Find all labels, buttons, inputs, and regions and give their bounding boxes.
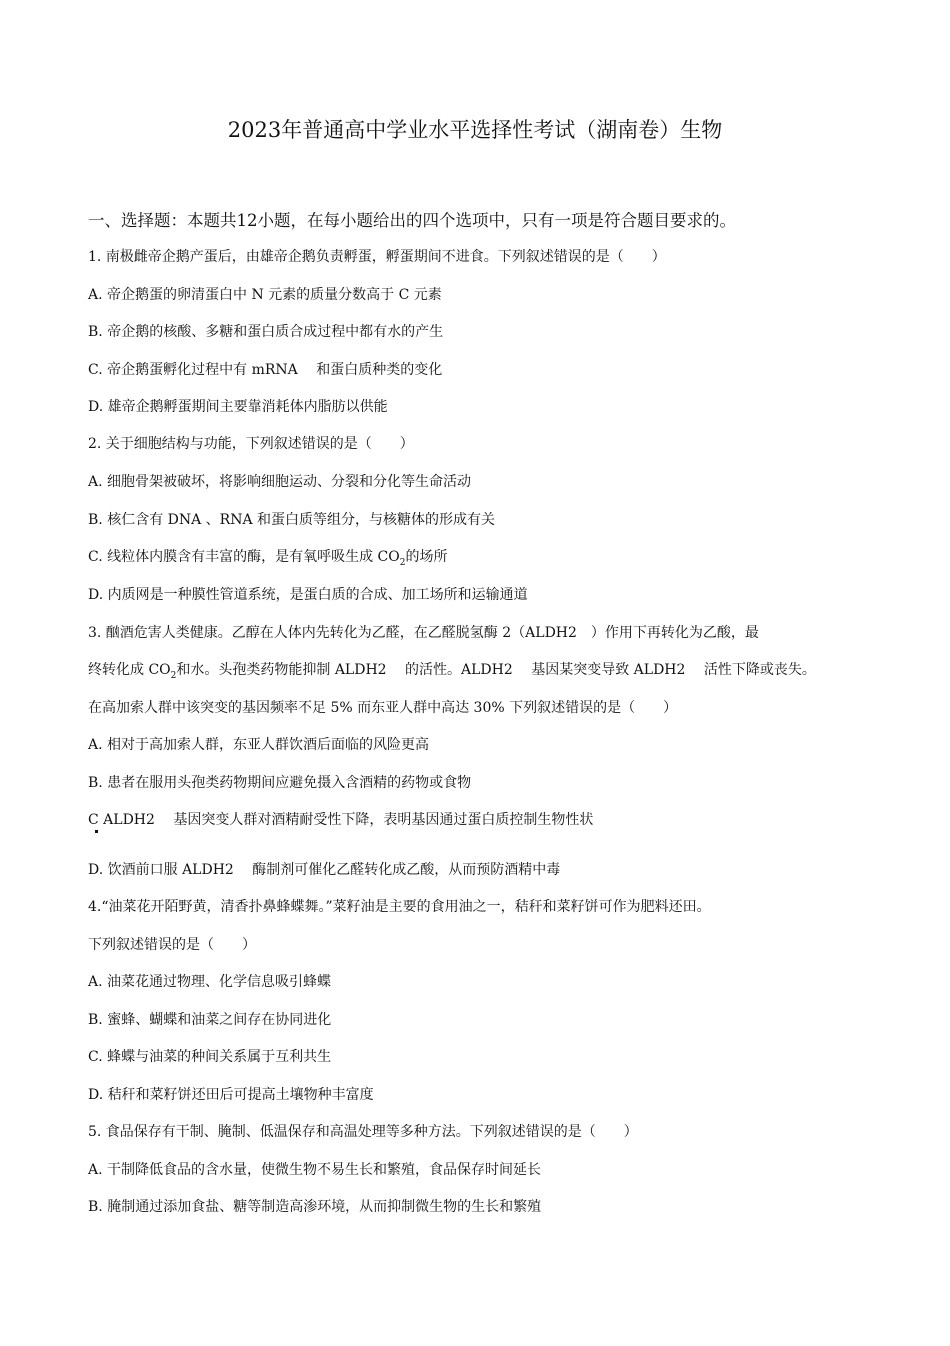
option-4a: A. 油菜花通过物理、化学信息吸引蜂蝶: [88, 974, 332, 990]
question-3-line-3: 在高加索人群中该突变的基因频率不足 5% 而东亚人群中高达 30% 下列叙述错误的是（ ）: [88, 700, 678, 716]
question-1: 1. 南极雌帝企鹅产蛋后，由雄帝企鹅负责孵蛋，孵蛋期间不进食。下列叙述错误的是（ ）: [88, 249, 666, 265]
option-1b: B. 帝企鹅的核酸、多糖和蛋白质合成过程中都有水的产生: [88, 324, 444, 340]
option-4d: D. 秸秆和菜籽饼还田后可提高土壤物种丰富度: [88, 1087, 374, 1103]
option-1c: C. 帝企鹅蛋孵化过程中有 mRNA 和蛋白质种类的变化: [88, 362, 443, 378]
question-3-text: 终转化成 CO: [88, 662, 171, 678]
option-3c-text: ALDH2 基因突变人群对酒精耐受性下降，表明基因通过蛋白质控制生物性状: [98, 812, 594, 828]
option-2c-text: C. 线粒体内膜含有丰富的酶，是有氧呼吸生成 CO: [88, 549, 400, 565]
option-4c: C. 蜂蝶与油菜的种间关系属于互利共生: [88, 1049, 332, 1065]
question-4-line-2: 下列叙述错误的是（ ）: [88, 937, 256, 953]
option-5b: B. 腌制通过添加食盐、糖等制造高渗环境，从而抑制微生物的生长和繁殖: [88, 1199, 542, 1215]
option-4b: B. 蜜蜂、蝴蝶和油菜之间存在协同进化: [88, 1012, 332, 1028]
option-3c: [88, 809, 593, 831]
question-4-line-1: 4.“油菜花开陌野黄，清香扑鼻蜂蝶舞。”菜籽油是主要的食用油之一，秸秆和菜籽饼可作为肥料还田。: [88, 899, 711, 915]
subscript-2: 2: [170, 671, 177, 681]
question-3-line-2: [88, 659, 816, 687]
option-2c-text-end: 的场所: [405, 549, 448, 565]
option-1a: A. 帝企鹅蛋的卵清蛋白中 N 元素的质量分数高于 C 元素: [88, 287, 442, 303]
option-5a: A. 干制降低食品的含水量，使微生物不易生长和繁殖，食品保存时间延长: [88, 1162, 542, 1178]
question-2: 2. 关于细胞结构与功能，下列叙述错误的是（ ）: [88, 436, 414, 452]
option-3c-letter: C: [88, 812, 99, 828]
exam-title: 2023年普通高中学业水平选择性考试（湖南卷）生物: [227, 118, 723, 142]
option-3b: B. 患者在服用头孢类药物期间应避免摄入含酒精的药物或食物: [88, 775, 472, 791]
subscript-2: 2: [399, 558, 406, 568]
question-5: 5. 食品保存有干制、腌制、低温保存和高温处理等多种方法。下列叙述错误的是（ ）: [88, 1124, 638, 1140]
option-2b: B. 核仁含有 DNA 、RNA 和蛋白质等组分，与核糖体的形成有关: [88, 512, 496, 528]
option-3d: D. 饮酒前口服 ALDH2 酶制剂可催化乙醛转化成乙酸，从而预防酒精中毒: [88, 862, 561, 878]
option-3a: A. 相对于高加索人群，东亚人群饮酒后面临的风险更高: [88, 737, 430, 753]
option-2a: A. 细胞骨架被破坏，将影响细胞运动、分裂和分化等生命活动: [88, 474, 472, 490]
question-3-text-end: 和水。头孢类药物能抑制 ALDH2 的活性。ALDH2 基因某突变导致 ALDH2 活性下降或丧失。: [176, 662, 816, 678]
question-3-line-1: 3. 酗酒危害人类健康。乙醇在人体内先转化为乙醛，在乙醛脱氢酶 2（ALDH2 ）作用下再转化为乙酸，最: [88, 625, 759, 641]
option-1d: D. 雄帝企鹅孵蛋期间主要靠消耗体内脂肪以供能: [88, 399, 388, 415]
option-2d: D. 内质网是一种膜性管道系统，是蛋白质的合成、加工场所和运输通道: [88, 587, 528, 603]
section-heading: 一、选择题：本题共12小题，在每小题给出的四个选项中，只有一项是符合题目要求的。: [88, 211, 736, 230]
option-2c: [88, 546, 448, 574]
